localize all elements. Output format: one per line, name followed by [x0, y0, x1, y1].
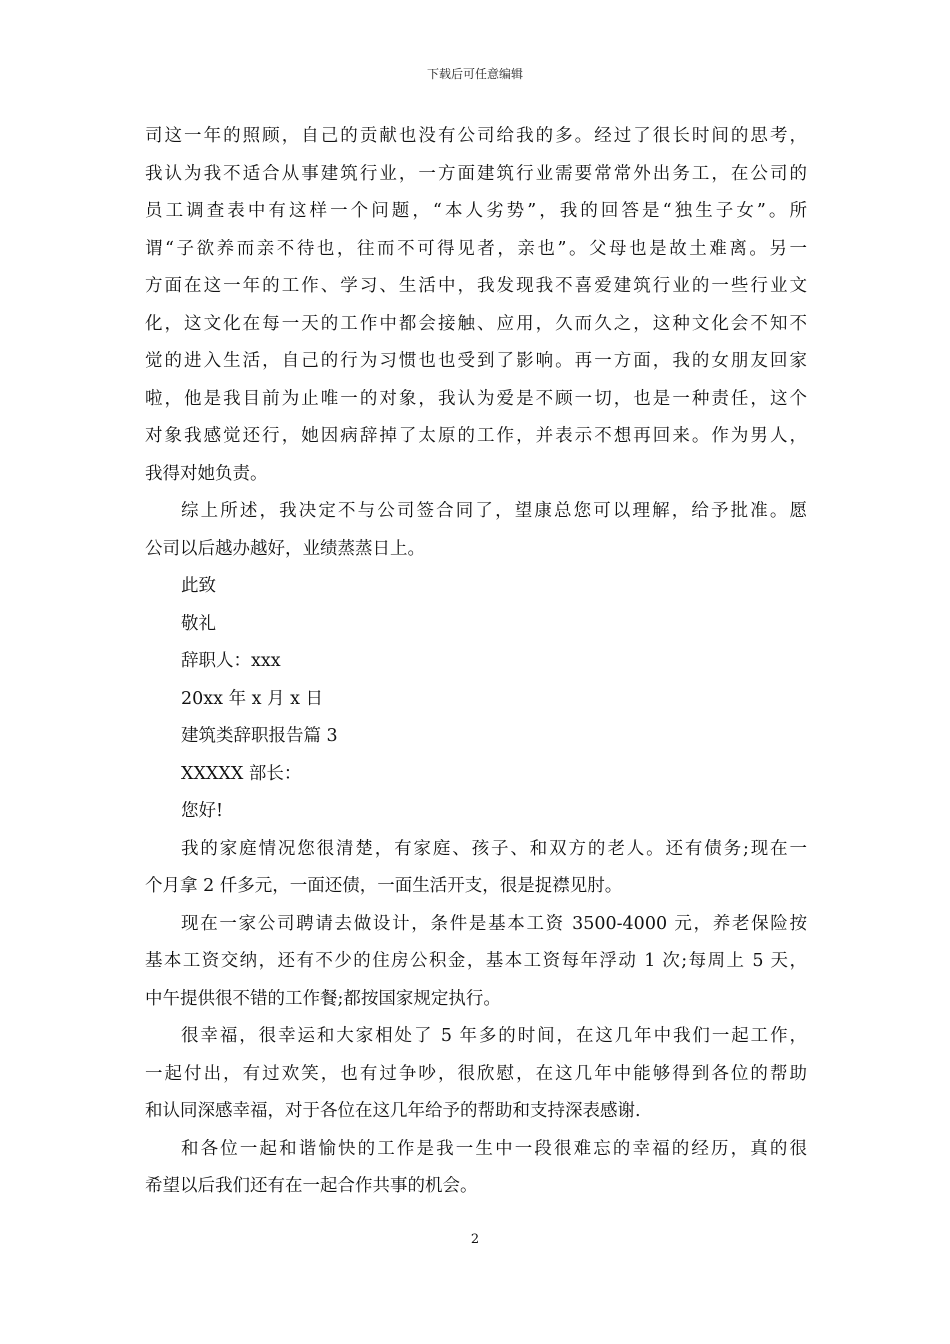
- text-line: 和各位一起和谐愉快的工作是我一生中一段很难忘的幸福的经历，真的很: [181, 1138, 807, 1159]
- text-line: 员工调查表中有这样一个问题，“本人劣势”，我的回答是“独生子女”。所: [145, 201, 807, 221]
- text-line: 我认为我不适合从事建筑行业，一方面建筑行业需要常常外出务工，在公司的: [145, 163, 807, 184]
- text-line: XXXXX 部长：: [181, 763, 302, 784]
- text-line: 一起付出，有过欢笑，也有过争吵，很欣慰，在这几年中能够得到各位的帮助: [145, 1063, 807, 1084]
- text-line: 和认同深感幸福，对于各位在这几年给予的帮助和支持深表感谢.: [145, 1101, 641, 1121]
- text-line: 综上所述，我决定不与公司签合同了，望康总您可以理解，给予批准。愿: [181, 501, 807, 521]
- text-line: 啦，他是我目前为止唯一的对象，我认为爱是不顾一切，也是一种责任，这个: [145, 388, 807, 409]
- text-line: 谓“子欲养而亲不待也，往而不可得见者，亲也”。父母也是故土难离。另一: [145, 238, 807, 259]
- text-line: 我得对她负责。: [145, 463, 268, 484]
- text-line: 公司以后越办越好，业绩蒸蒸日上。: [145, 538, 425, 559]
- text-line: 现在一家公司聘请去做设计，条件是基本工资 3500-4000 元，养老保险按: [181, 913, 807, 934]
- page-number: 2: [470, 1232, 480, 1247]
- text-line: 很幸福，很幸运和大家相处了 5 年多的时间，在这几年中我们一起工作，: [181, 1026, 807, 1046]
- text-line: 司这一年的照顾，自己的贡献也没有公司给我的多。经过了很长时间的思考，: [145, 126, 807, 146]
- text-line: 建筑类辞职报告篇 3: [181, 726, 338, 746]
- text-line: 您好!: [181, 801, 224, 821]
- text-line: 我的家庭情况您很清楚，有家庭、孩子、和双方的老人。还有债务;现在一: [181, 838, 807, 859]
- text-line: 希望以后我们还有在一起合作共事的机会。: [145, 1176, 478, 1196]
- text-line: 方面在这一年的工作、学习、生活中，我发现我不喜爱建筑行业的一些行业文: [145, 276, 807, 296]
- document-body: [145, 118, 807, 1206]
- text-line: 此致: [181, 576, 216, 596]
- text-line: 敬礼: [181, 613, 216, 634]
- text-line: 辞职人：xxx: [181, 651, 281, 671]
- text-line: 个月拿 2 仟多元，一面还债，一面生活开支，很是捉襟见肘。: [145, 876, 623, 896]
- text-line: 觉的进入生活，自己的行为习惯也也受到了影响。再一方面，我的女朋友回家: [145, 351, 807, 371]
- text-line: 对象我感觉还行，她因病辞掉了太原的工作，并表示不想再回来。作为男人，: [145, 426, 807, 446]
- page-header: 下载后可任意编辑: [426, 67, 523, 81]
- text-line: 20xx 年 x 月 x 日: [181, 688, 324, 709]
- text-line: 化，这文化在每一天的工作中都会接触、应用，久而久之，这种文化会不知不: [145, 313, 807, 334]
- text-line: 中午提供很不错的工作餐;都按国家规定执行。: [145, 988, 501, 1009]
- text-line: 基本工资交纳，还有不少的住房公积金，基本工资每年浮动 1 次;每周上 5 天，: [145, 951, 807, 971]
